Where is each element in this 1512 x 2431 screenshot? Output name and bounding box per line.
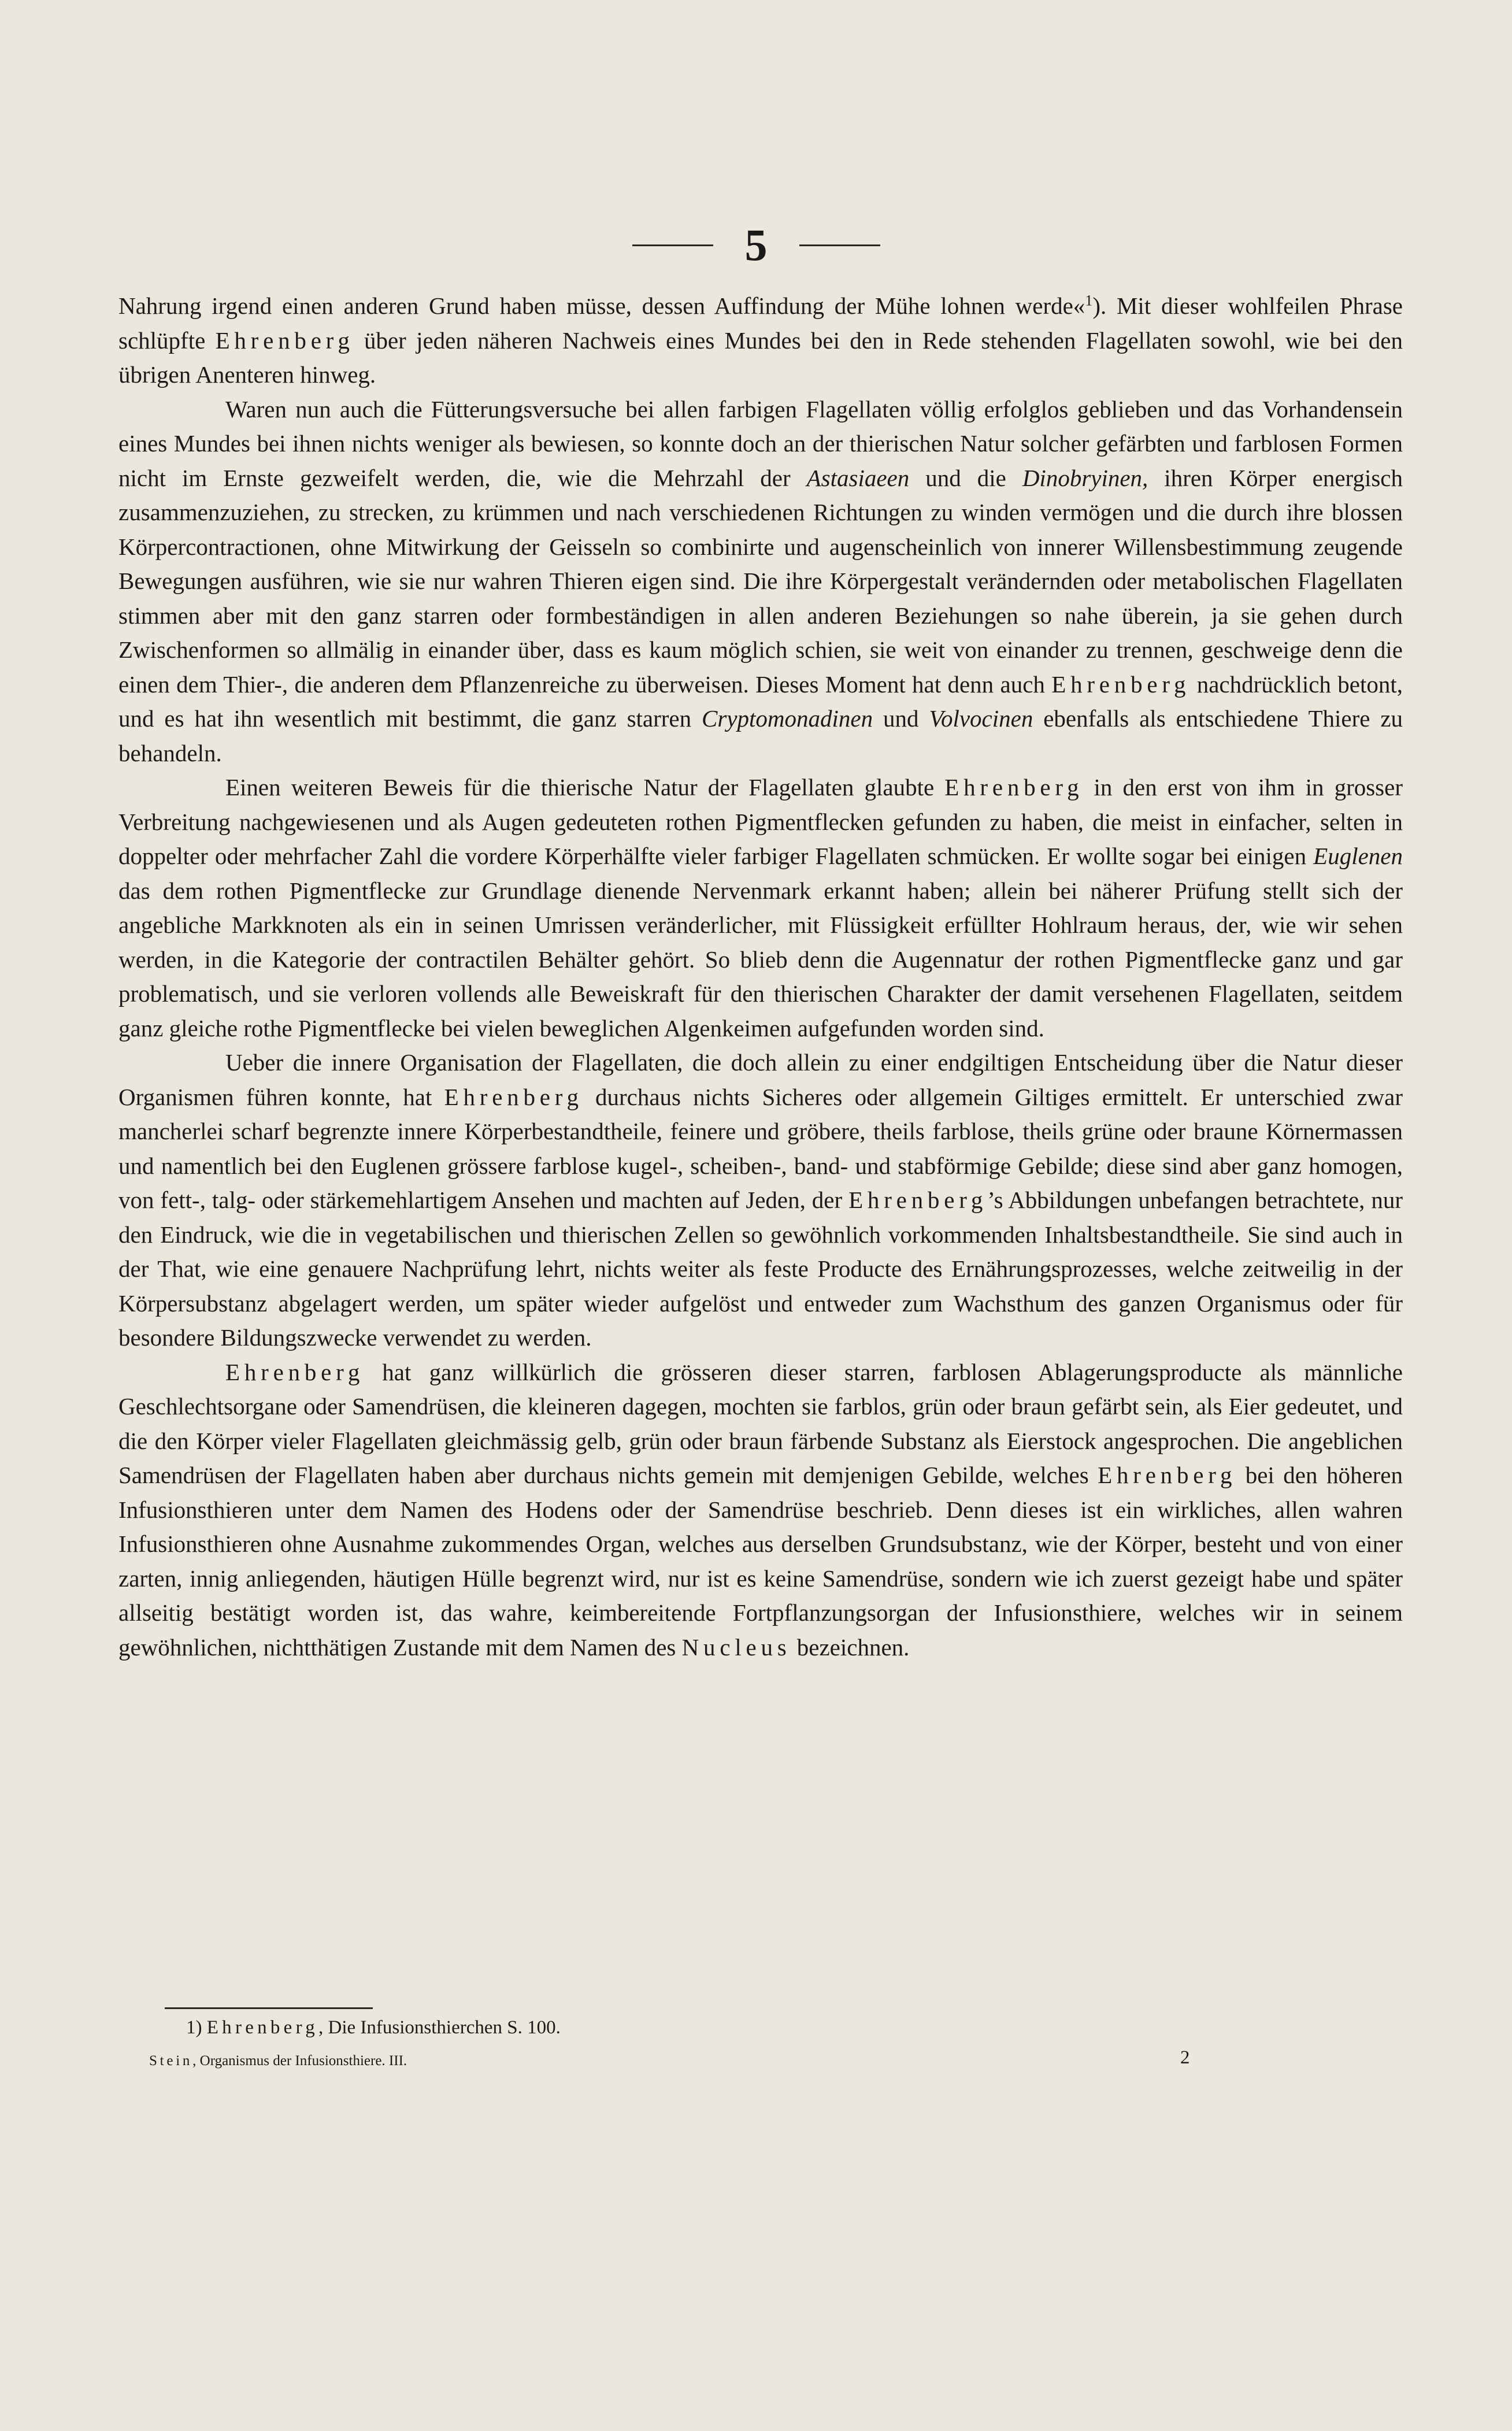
- text-run: bei den höheren Infusionsthieren unter dem Namen des Hodens oder der Samendrüse beschrieb. Denn dieses ist ein wirkliches, allen wahren Infusionsthieren ohne Ausnahme zukommendes Organ, welches aus derselben Grundsubstanz, wie der Körper, besteht und von einer zarten, innig anliegenden, häutigen Hülle begrenzt wird, nur ist es keine Samendrüse, sondern wie ich zuerst gezeigt habe und später allseitig bestätigt worden ist, das wahre, keimbereitende Fortpflanzungsorgan der Infusionsthiere, welches wir in seinem gewöhnlichen, nichtthätigen Zustande mit dem Namen des: [118, 1462, 1403, 1661]
- footnote-reference: 1: [1085, 292, 1093, 309]
- imprint-line: [149, 2052, 407, 2070]
- footnote-marker: 1): [186, 2017, 202, 2038]
- text-run: Ueber die innere Organisation der Flagellaten, die doch allein zu einer endgiltigen Entscheidung über die Natur dieser Organismen führen konnte, hat: [118, 1049, 1403, 1110]
- paragraph: [118, 1355, 1403, 1665]
- footnote-text: , Die Infusionsthierchen S. 100.: [318, 2017, 561, 2038]
- spaced-name: Ehrenberg: [444, 1083, 583, 1110]
- page-header: [0, 220, 1512, 270]
- italic-term: Volvocinen: [929, 705, 1033, 732]
- imprint-author: Stein: [149, 2053, 193, 2069]
- text-run: über jeden näheren Nachweis eines Mundes bei den in Rede stehenden Flagellaten sowohl, wie bei den übrigen Anenteren hinweg.: [118, 327, 1403, 388]
- sheet-signature: 2: [1180, 2047, 1190, 2068]
- spaced-name: Ehrenberg: [1051, 670, 1191, 698]
- text-run: durchaus nichts Sicheres oder allgemein Giltiges ermittelt. Er unterschied zwar mancherlei scharf begrenzte innere Körperbestandtheile, feinere und gröbere, theils farblose, theils grüne oder braune Körnermassen und namentlich bei den Euglenen grössere farblose kugel-, scheiben-, band- und stabförmige Gebilde; diese sind aber ganz homogen, von fett-, talg- oder stärkemehlartigem Ansehen und machten auf Jeden, der: [118, 1083, 1403, 1213]
- spaced-name: Ehrenberg: [215, 327, 354, 354]
- header-rule-left: [632, 244, 713, 246]
- spaced-name: Ehrenberg: [1098, 1462, 1237, 1488]
- footnote: [186, 2016, 561, 2039]
- text-run: das dem rothen Pigmentflecke zur Grundlage dienende Nervenmark erkannt haben; allein bei näherer Prüfung stellt sich der angebliche Markknoten als ein in seinen Umrissen veränderlicher, mit Flüssigkeit erfüllter Hohlraum heraus, der, wie wir sehen werden, in die Kategorie der contractilen Behälter gehört. So blieb denn die Augennatur der rothen Pigmentflecke ganz und gar problematisch, und sie verloren vollends alle Beweiskraft für den thierischen Charakter der damit versehenen Flagellaten, seitdem ganz gleiche rothe Pigmentflecke bei vielen beweglichen Algenkeimen aufgefunden worden sind.: [118, 877, 1403, 1042]
- imprint-text: , Organismus der Infusionsthiere. III.: [192, 2053, 407, 2069]
- text-run: ebenfalls als entschiedene Thiere zu behandeln.: [118, 705, 1403, 766]
- paragraph: [118, 289, 1403, 392]
- italic-term: Euglenen: [1313, 843, 1403, 869]
- text-run: und: [873, 705, 929, 732]
- text-run: Nahrung irgend einen anderen Grund haben müsse, dessen Auffindung der Mühe lohnen werde«: [118, 292, 1085, 319]
- text-run: hat ganz willkürlich die grösseren dieser starren, farblosen Ablagerungsproducte als männliche Geschlechtsorgane oder Samendrüsen, die kleineren dagegen, mochten sie farblos, grün oder braun gefärbt sein, als Eier gedeutet, und die den Körper vieler Flagellaten gleichmässig gelb, grün oder braun färbende Substanz als Eierstock angesprochen. Die angeblichen Samendrüsen der Flagellaten haben aber durchaus nichts gemein mit demjenigen Gebilde, welches: [118, 1358, 1403, 1488]
- text-run: Waren nun auch die Fütterungsversuche bei allen farbigen Flagellaten völlig erfolglos geblieben und das Vorhandensein eines Mundes bei ihnen nichts weniger als bewiesen, so konnte doch an der thierischen Natur solcher gefärbten und farblosen Formen nicht im Ernste gezweifelt werden, die, wie die Mehrzahl der: [118, 395, 1403, 491]
- text-run: in den erst von ihm in grosser Verbreitung nachgewiesenen und als Augen gedeuteten rothen Pigmentflecken gefunden zu haben, die meist in einfacher, selten in doppelter oder mehrfacher Zahl die vordere Körperhälfte vieler farbiger Flagellaten schmücken. Er wollte sogar bei einigen: [118, 774, 1403, 869]
- italic-term: Astasiaeen: [806, 464, 910, 491]
- text-run: bezeichnen.: [791, 1633, 910, 1661]
- footnote-rule: [165, 2007, 373, 2009]
- spaced-name: Ehrenberg: [944, 774, 1084, 801]
- text-run: ihren Körper energisch zusammenzuziehen, zu strecken, zu krümmen und nach verschiedenen Richtungen zu winden vermögen und die durch ihre blossen Körpercontractionen, ohne Mitwirkung der Geisseln so combinirte und augenscheinlich von innerer Willensbestimmung zeugende Bewegungen ausführen, wie sie nur wahren Thieren eigen sind. Die ihre Körpergestalt verändernden oder metabolischen Flagellaten stimmen aber mit den ganz starren oder formbeständigen in allen anderen Beziehungen so nahe überein, ja sie gehen durch Zwischenformen so allmälig in einander über, dass es kaum möglich schien, sie weit von einander zu trennen, geschweige denn die einen dem Thier-, die anderen dem Pflanzenreiche zu überweisen. Dieses Moment hat denn auch: [118, 464, 1403, 698]
- spaced-name: Ehrenberg: [225, 1358, 365, 1385]
- text-run: und die: [909, 464, 1022, 491]
- spaced-name: Ehrenberg: [848, 1187, 988, 1213]
- text-run: ’s Abbildungen unbefangen betrachtete, nur den Eindruck, wie die in vegetabilischen und thierischen Zellen so gewöhnlich vorkommenden Inhaltsbestandtheile. Sie sind auch in der That, wie eine genauere Nachprüfung lehrt, nichts weiter als feste Producte des Ernährungsprozesses, welche zeitweilig in der Körpersubstanz abgelagert werden, um später wieder aufgelöst und entweder zum Wachsthum des ganzen Organismus oder für besondere Bildungszwecke verwendet zu werden.: [118, 1187, 1403, 1351]
- paragraph: [118, 1046, 1403, 1355]
- header-rule-right: [799, 244, 880, 246]
- spaced-name: Nucleus: [681, 1633, 791, 1661]
- text-run: ). Mit dieser wohlfeilen Phrase schlüpfte: [118, 292, 1403, 354]
- text-run: nachdrücklich betont, und es hat ihn wesentlich mit bestimmt, die ganz starren: [118, 670, 1403, 732]
- paragraph: [118, 770, 1403, 1046]
- page-number: 5: [744, 220, 768, 270]
- text-run: Einen weiteren Beweis für die thierische Natur der Flagellaten glaubte: [225, 774, 945, 801]
- paragraph: [118, 392, 1403, 771]
- italic-term: Dinobryinen,: [1022, 464, 1148, 491]
- italic-term: Cryptomonadinen: [702, 705, 873, 732]
- body-text: [118, 289, 1403, 1665]
- footnote-author: Ehrenberg: [206, 2017, 319, 2038]
